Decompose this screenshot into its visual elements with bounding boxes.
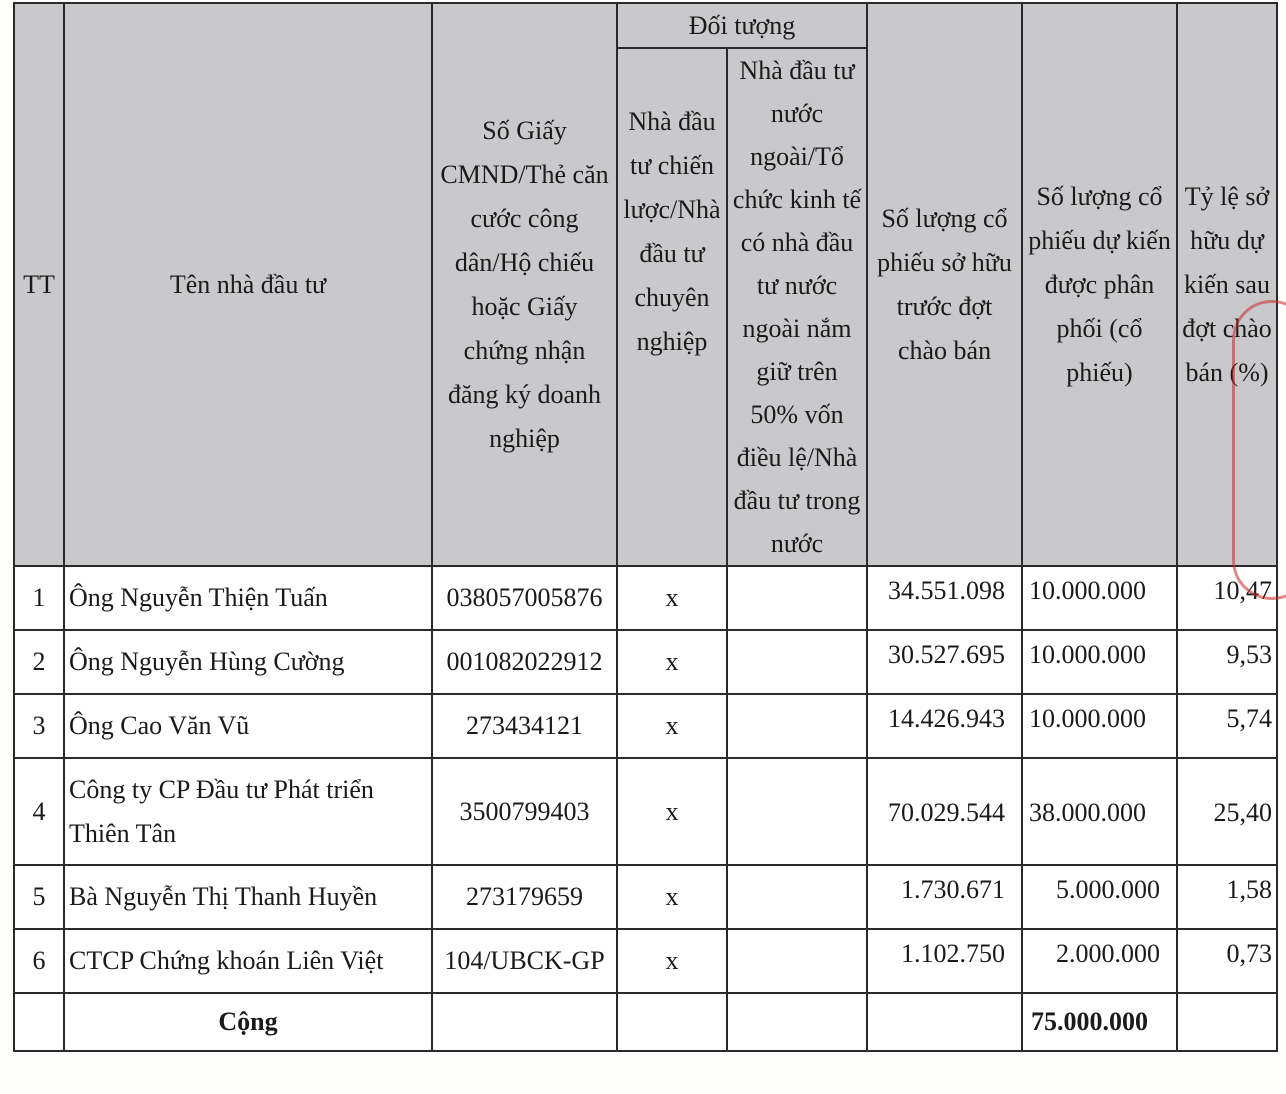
header-shares-before: Số lượng cổ phiếu sở hữu trước đợt chào bán <box>867 3 1022 566</box>
row-foreign-mark <box>727 694 867 758</box>
table-row <box>14 758 1277 865</box>
row-shares-before: 70.029.544 <box>867 758 1022 865</box>
row-id-number: 104/UBCK-GP <box>432 929 617 993</box>
row-foreign-mark <box>727 566 867 630</box>
row-foreign-mark <box>727 630 867 694</box>
row-shares-allocated: 10.000.000 <box>1022 630 1177 694</box>
header-tt: TT <box>14 3 64 566</box>
row-investor-name: Công ty CP Đầu tư Phát triển Thiên Tân <box>64 758 432 865</box>
row-ownership-ratio: 10,47 <box>1177 566 1277 630</box>
row-id-number: 273434121 <box>432 694 617 758</box>
row-strategic-mark: x <box>617 630 727 694</box>
row-tt: 6 <box>14 929 64 993</box>
row-strategic-mark: x <box>617 694 727 758</box>
row-id-number: 273179659 <box>432 865 617 929</box>
row-investor-name: Ông Nguyễn Hùng Cường <box>64 630 432 694</box>
header-ownership-after: Tỷ lệ sở hữu dự kiến sau đợt chào bán (%) <box>1177 3 1277 566</box>
row-strategic-mark: x <box>617 758 727 865</box>
header-row-1 <box>14 3 1277 48</box>
row-shares-before: 14.426.943 <box>867 694 1022 758</box>
row-strategic-mark: x <box>617 865 727 929</box>
row-shares-allocated: 2.000.000 <box>1022 929 1177 993</box>
row-tt: 2 <box>14 630 64 694</box>
row-shares-before: 30.527.695 <box>867 630 1022 694</box>
row-foreign-mark <box>727 865 867 929</box>
total-empty-ratio <box>1177 993 1277 1051</box>
row-shares-allocated: 38.000.000 <box>1022 758 1177 865</box>
row-ownership-ratio: 9,53 <box>1177 630 1277 694</box>
row-investor-name: Bà Nguyễn Thị Thanh Huyền <box>64 865 432 929</box>
row-id-number: 038057005876 <box>432 566 617 630</box>
row-foreign-mark <box>727 758 867 865</box>
row-tt: 1 <box>14 566 64 630</box>
row-foreign-mark <box>727 929 867 993</box>
row-shares-before: 1.730.671 <box>867 865 1022 929</box>
row-investor-name: Ông Cao Văn Vũ <box>64 694 432 758</box>
red-seal-stamp <box>1232 300 1286 600</box>
total-empty-tt <box>14 993 64 1051</box>
row-shares-allocated: 10.000.000 <box>1022 694 1177 758</box>
total-empty-before <box>867 993 1022 1051</box>
header-shares-allocated: Số lượng cổ phiếu dự kiến được phân phối (cổ phiếu) <box>1022 3 1177 566</box>
total-empty-foreign <box>727 993 867 1051</box>
row-id-number: 3500799403 <box>432 758 617 865</box>
row-tt: 3 <box>14 694 64 758</box>
header-strategic-investor: Nhà đầu tư chiến lược/Nhà đầu tư chuyên nghiệp <box>617 48 727 566</box>
row-ownership-ratio: 1,58 <box>1177 865 1277 929</box>
row-investor-name: Ông Nguyễn Thiện Tuấn <box>64 566 432 630</box>
row-investor-name: CTCP Chứng khoán Liên Việt <box>64 929 432 993</box>
row-id-number: 001082022912 <box>432 630 617 694</box>
table-row <box>14 929 1277 993</box>
row-shares-allocated: 5.000.000 <box>1022 865 1177 929</box>
row-shares-before: 1.102.750 <box>867 929 1022 993</box>
total-empty-id <box>432 993 617 1051</box>
total-shares-allocated: 75.000.000 <box>1022 993 1177 1051</box>
total-empty-strategic <box>617 993 727 1051</box>
table-row <box>14 694 1277 758</box>
row-ownership-ratio: 0,73 <box>1177 929 1277 993</box>
table-row <box>14 566 1277 630</box>
header-investor-name: Tên nhà đầu tư <box>64 3 432 566</box>
total-row <box>14 993 1277 1051</box>
header-id-number: Số Giấy CMND/Thẻ căn cước công dân/Hộ chiếu hoặc Giấy chứng nhận đăng ký doanh nghiệp <box>432 3 617 566</box>
table-row <box>14 630 1277 694</box>
total-label: Cộng <box>64 993 432 1051</box>
row-ownership-ratio: 25,40 <box>1177 758 1277 865</box>
row-shares-allocated: 10.000.000 <box>1022 566 1177 630</box>
row-strategic-mark: x <box>617 566 727 630</box>
row-ownership-ratio: 5,74 <box>1177 694 1277 758</box>
row-tt: 5 <box>14 865 64 929</box>
table-row <box>14 865 1277 929</box>
row-strategic-mark: x <box>617 929 727 993</box>
row-shares-before: 34.551.098 <box>867 566 1022 630</box>
row-tt: 4 <box>14 758 64 865</box>
header-foreign-investor: Nhà đầu tư nước ngoài/Tổ chức kinh tế có nhà đầu tư nước ngoài nắm giữ trên 50% vốn điều lệ/Nhà đầu tư trong nước <box>727 48 867 566</box>
investor-table <box>13 2 1278 1052</box>
header-subject-group: Đối tượng <box>617 3 867 48</box>
